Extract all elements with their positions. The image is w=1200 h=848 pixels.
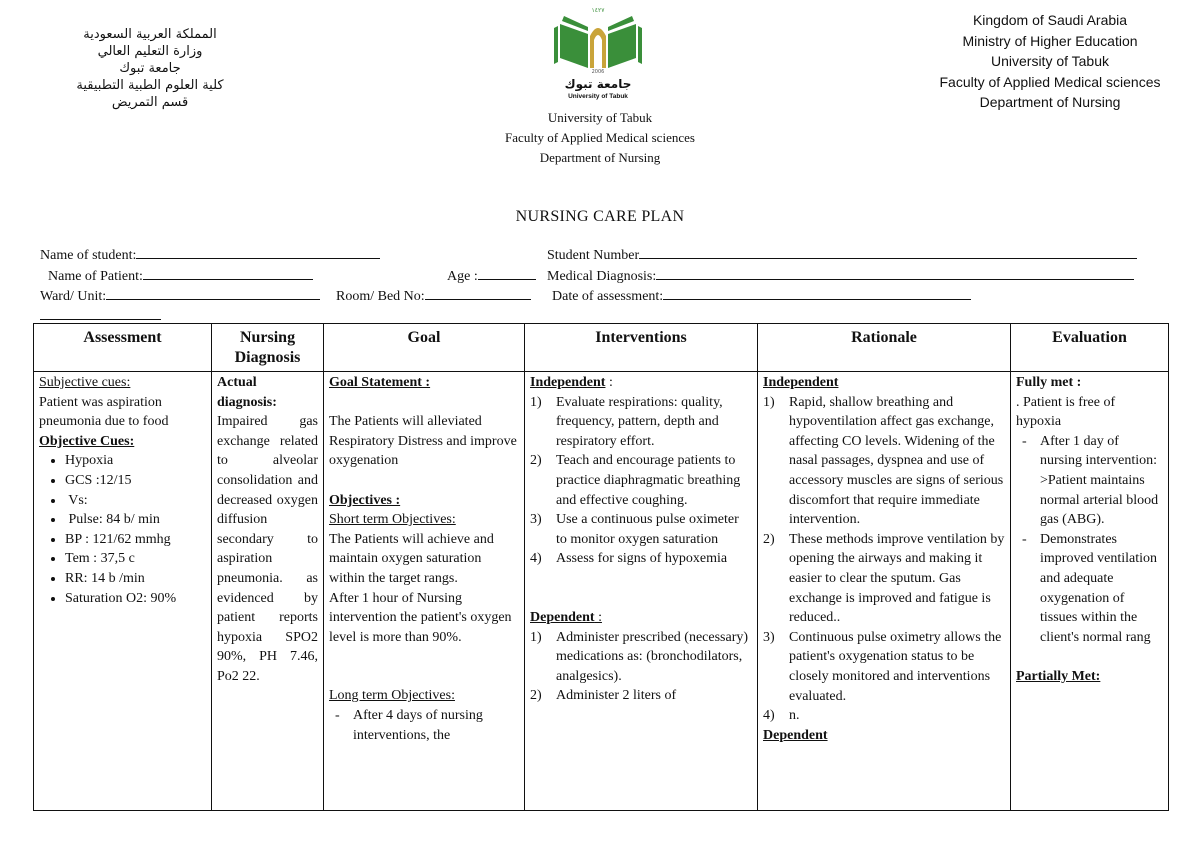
medical-diagnosis-blank[interactable] [656, 267, 1134, 280]
list-item: 2) These methods improve ventilation by opening the airways and making it easier to clear the sputum. Gas exchange is improved and fatigue is reduced.. [763, 531, 1005, 626]
room-bed-label: Room/ Bed No: [336, 289, 425, 304]
svg-text:2006: 2006 [591, 69, 605, 75]
list-item: 2) Teach and encourage patients to practice diaphragmatic breathing and effective coughing. [530, 453, 741, 508]
ward-unit-label: Ward/ Unit: [40, 289, 107, 304]
dependent-interventions-list [530, 628, 752, 706]
svg-text:جامعة تبوك: جامعة تبوك [564, 77, 632, 91]
diagnosis-text: Impaired gas exchange related to alveolar consolidation and decreased oxygen diffusion secondary to aspiration pneumonia. as evidenced by patient reports hypoxia SPO2 90%, PH 7.46, Po2 22. [217, 414, 318, 684]
center-line: University of Tabuk [547, 110, 653, 125]
center-line: Department of Nursing [539, 150, 661, 165]
arabic-line: قسم التمريض [111, 95, 189, 110]
rationale-cell [758, 372, 1011, 811]
list-item: • Tem : 37,5 c [65, 549, 206, 569]
partially-met-title: Partially Met: [1016, 668, 1101, 684]
independent-interventions-list [530, 393, 752, 569]
short-term-text-2: After 1 hour of Nursing intervention the patient's oxygen level is more than 90%. [329, 590, 512, 645]
interventions-independent-title: Independent [530, 375, 606, 390]
university-logo [548, 2, 648, 106]
svg-text:University of Tabuk: University of Tabuk [568, 93, 628, 100]
student-name-label: Name of student: [40, 248, 137, 263]
rationale-list [763, 393, 1005, 726]
student-name-field[interactable] [40, 246, 380, 265]
patient-name-label: Name of Patient: [48, 269, 143, 284]
room-bed-blank[interactable] [425, 287, 531, 300]
english-line: Faculty of Applied Medical sciences [939, 73, 1161, 90]
ward-unit-blank[interactable] [106, 287, 320, 300]
goal-statement-text: The Patients will alleviated Respiratory Distress and improve oxygenation [329, 414, 517, 469]
medical-diagnosis-label: Medical Diagnosis: [547, 269, 657, 284]
patient-name-field[interactable] [48, 267, 313, 286]
care-plan-table [33, 323, 1169, 811]
arabic-line: كلية العلوم الطبية التطبيقية [76, 78, 224, 93]
date-assessment-blank[interactable] [663, 287, 971, 300]
table-row [34, 372, 1169, 811]
svg-text:١٤٢٧: ١٤٢٧ [591, 7, 605, 14]
age-blank[interactable] [478, 267, 536, 280]
list-item: 3) Use a continuous pulse oximeter to monitor oxygen saturation [530, 512, 739, 547]
list-item: 1) Evaluate respirations: quality, frequency, pattern, depth and respiratory effort. [530, 394, 723, 449]
header-goal: Goal [324, 324, 525, 372]
arabic-line: المملكة العربية السعودية [83, 27, 217, 42]
list-item: • Hypoxia [65, 451, 206, 471]
objective-list [39, 451, 206, 608]
long-term-list [329, 706, 519, 745]
date-assessment-field[interactable] [552, 287, 971, 306]
interventions-cell [525, 372, 758, 811]
list-item: 4) Assess for signs of hypoxemia [530, 551, 728, 567]
list-item: • Saturation O2: 90% [65, 589, 206, 609]
english-header [915, 10, 1185, 113]
list-item: 1) Rapid, shallow breathing and hypoventilation affect gas exchange, affecting CO levels. Widening of the nasal passages, dyspnea and use of accessory muscles are signs of serious discomfort that require immediate intervention. [763, 394, 1004, 528]
table-header-row [34, 324, 1169, 372]
list-item: - After 4 days of nursing interventions, the [353, 706, 519, 745]
arabic-header [60, 26, 240, 111]
list-item: - After 1 day of nursing intervention: >Patient maintains normal arterial blood gas (ABG). [1040, 432, 1163, 530]
list-item: 4) n. [763, 708, 800, 724]
english-line: Kingdom of Saudi Arabia [972, 12, 1128, 28]
list-item: 2) Administer 2 liters of [530, 688, 677, 704]
student-number-blank[interactable] [639, 246, 1137, 259]
subjective-text: Patient was aspiration pneumonia due to food [39, 394, 169, 430]
long-term-title: Long term Objectives: [329, 688, 455, 704]
date-assessment-blank-continued[interactable] [40, 319, 161, 320]
assessment-cell [34, 372, 212, 811]
center-line: Faculty of Applied Medical sciences [505, 130, 695, 145]
rationale-dependent-title: Dependent [763, 727, 828, 743]
short-term-text: The Patients will achieve and maintain oxygen saturation within the target rangs. [329, 531, 494, 586]
list-item: • Vs: [65, 491, 206, 511]
age-field[interactable] [447, 267, 536, 286]
objectives-title: Objectives : [329, 492, 401, 508]
fully-met-text: . Patient is free of hypoxia [1016, 394, 1116, 430]
list-item: • RR: 14 b /min [65, 569, 206, 589]
medical-diagnosis-field[interactable] [547, 267, 1134, 286]
goal-statement-title: Goal Statement : [329, 375, 431, 390]
center-header [450, 108, 750, 168]
list-item: • BP : 121/62 mmhg [65, 530, 206, 550]
room-bed-field[interactable] [336, 287, 531, 306]
arabic-line: جامعة تبوك [119, 61, 181, 76]
student-number-field[interactable] [547, 246, 1137, 265]
interventions-dependent-title: Dependent [530, 609, 595, 625]
diagnosis-title: Actual diagnosis: [217, 375, 277, 410]
header-assessment: Assessment [34, 324, 212, 372]
evaluation-list [1016, 432, 1163, 648]
evaluation-cell [1011, 372, 1169, 811]
fully-met-title: Fully met : [1016, 375, 1082, 390]
list-item: 1) Administer prescribed (necessary) medications as: (bronchodilators, analgesics). [530, 629, 749, 684]
list-item: - Demonstrates improved ventilation and adequate oxygenation of tissues within the client's normal rang [1040, 530, 1163, 648]
header-interventions: Interventions [525, 324, 758, 372]
short-term-title: Short term Objectives: [329, 512, 456, 528]
list-item: • Pulse: 84 b/ min [65, 510, 206, 530]
date-assessment-label: Date of assessment: [552, 289, 664, 304]
independent-heading: Independent : [530, 375, 613, 390]
age-label: Age : [447, 269, 478, 284]
english-line: Ministry of Higher Education [962, 32, 1138, 49]
dependent-heading: Dependent : [530, 609, 602, 625]
goal-cell [324, 372, 525, 811]
arabic-line: وزارة التعليم العالي [97, 44, 203, 59]
header-rationale: Rationale [758, 324, 1011, 372]
page-title: NURSING CARE PLAN [515, 208, 685, 225]
header-nursing-diagnosis: Nursing Diagnosis [212, 324, 324, 372]
rationale-independent-title: Independent [763, 375, 839, 390]
english-line: Department of Nursing [979, 94, 1121, 110]
student-name-blank[interactable] [136, 246, 380, 259]
diagnosis-cell [212, 372, 324, 811]
list-item: • GCS :12/15 [65, 471, 206, 491]
patient-name-blank[interactable] [143, 267, 313, 280]
subjective-title: Subjective cues: [39, 375, 131, 390]
ward-unit-field[interactable] [40, 287, 320, 306]
objective-title: Objective Cues: [39, 433, 135, 449]
english-line: University of Tabuk [990, 53, 1109, 69]
header-evaluation: Evaluation [1011, 324, 1169, 372]
list-item: 3) Continuous pulse oximetry allows the patient's oxygenation status to be closely monitored and interventions evaluated. [763, 629, 1002, 704]
student-number-label: Student Number [547, 248, 640, 263]
